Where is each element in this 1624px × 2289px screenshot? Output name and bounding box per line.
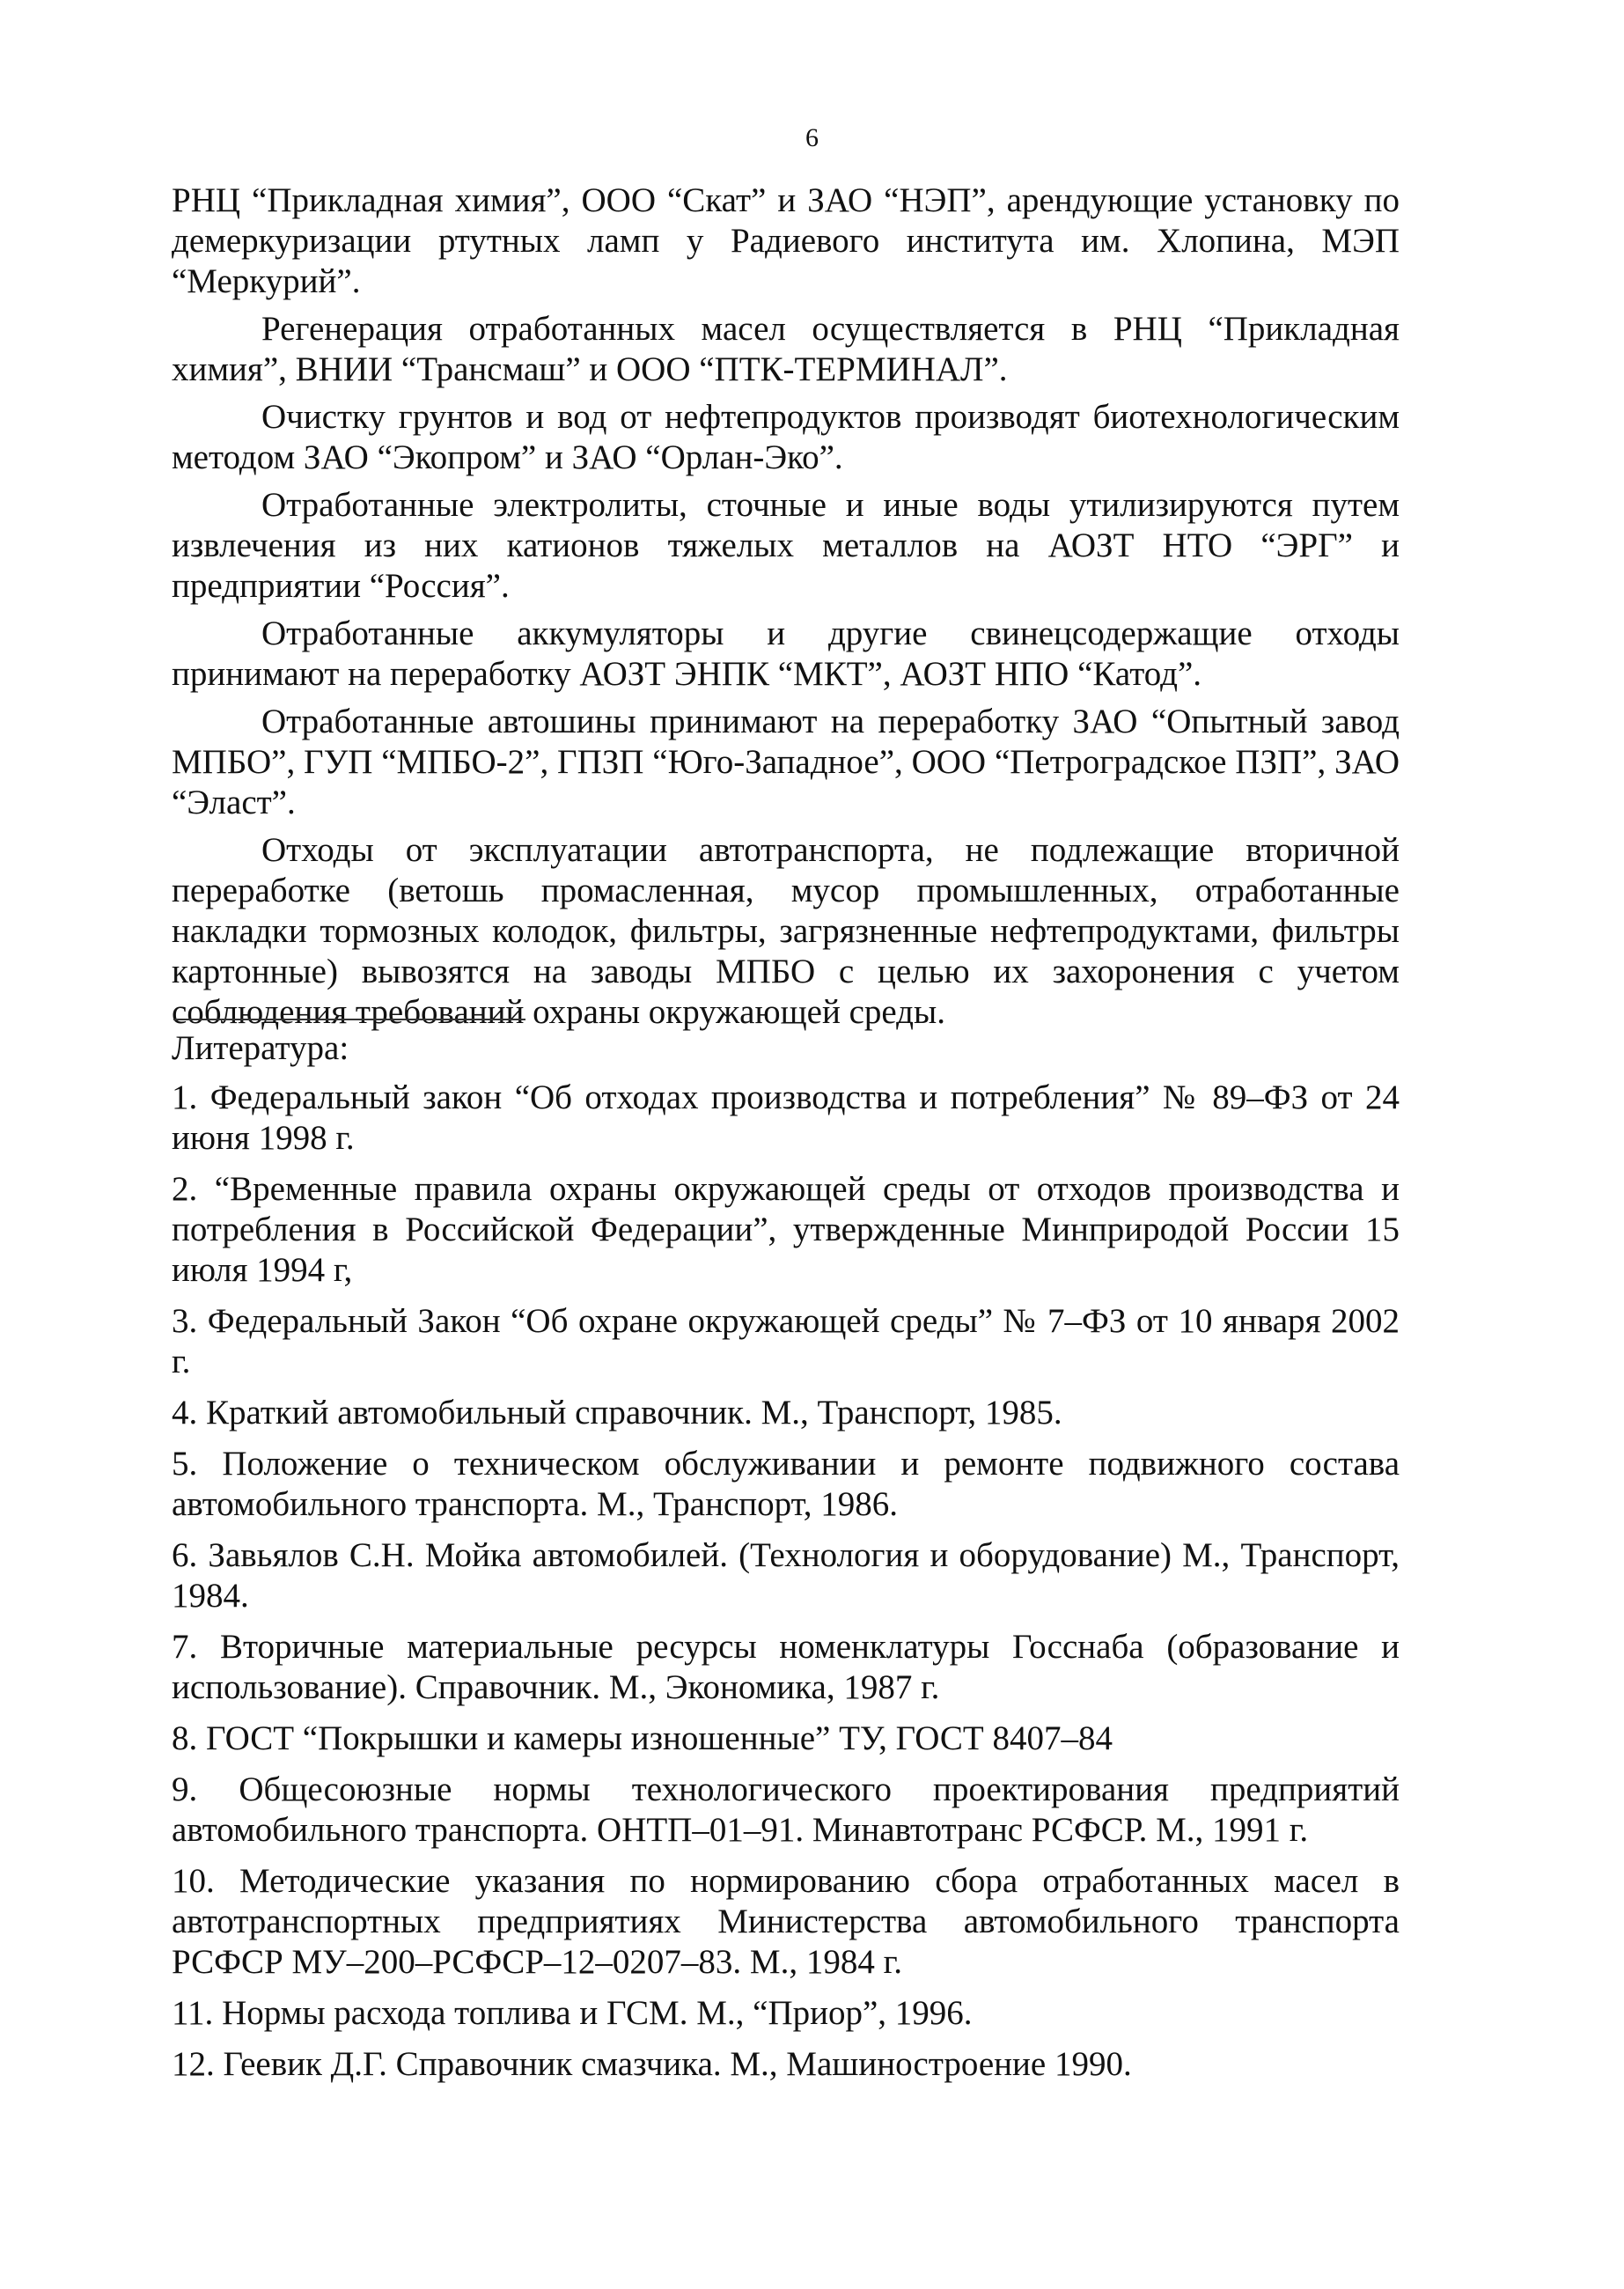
reference-item <box>172 1169 1400 1291</box>
paragraph: Очистку грунтов и вод от нефтепродуктов производят биотехнологическим методом ЗАО “Экопром” и ЗАО “Орлан-Эко”. <box>172 398 1400 476</box>
reference-number: 7. <box>172 1628 198 1666</box>
reference-text: Завьялов С.Н. Мойка автомобилей. (Технология и оборудование) М., Транспорт, 1984. <box>172 1536 1400 1615</box>
reference-item <box>172 1078 1400 1159</box>
reference-number: 9. <box>172 1770 198 1808</box>
reference-number: 10. <box>172 1862 215 1900</box>
body-text <box>172 180 1400 1040</box>
footnote-divider <box>173 1019 525 1020</box>
reference-number: 1. <box>172 1078 198 1116</box>
reference-text: Федеральный Закон “Об охране окружающей среды” № 7–ФЗ от 10 января 2002 г. <box>172 1302 1400 1380</box>
reference-number: 11. <box>172 1994 214 2032</box>
reference-number: 3. <box>172 1302 198 1340</box>
reference-text: Положение о техническом обслуживании и ремонте подвижного состава автомобильного транспорта. М., Транспорт, 1986. <box>172 1445 1400 1523</box>
reference-text: Нормы расхода топлива и ГСМ. М., “Приор”, 1996. <box>222 1994 973 2032</box>
reference-text: “Временные правила охраны окружающей среды от отходов производства и потребления в Российской Федерации”, утвержденные Минприродой России 15 июля 1994 г, <box>172 1170 1400 1289</box>
reference-number: 8. <box>172 1719 198 1757</box>
references-heading: Литература: <box>172 1029 349 1067</box>
reference-number: 4. <box>172 1394 198 1432</box>
reference-number: 2. <box>172 1170 198 1208</box>
reference-item <box>172 1444 1400 1525</box>
paragraph: Отработанные аккумуляторы и другие свинецсодержащие отходы принимают на переработку АОЗТ ЭНПК “МКТ”, АОЗТ НПО “Катод”. <box>172 615 1400 693</box>
reference-text: Общесоюзные нормы технологического проектирования предприятий автомобильного транспорта. ОНТП–01–91. Минавтотранс РСФСР. М., 1991 г. <box>172 1770 1400 1849</box>
reference-text: Краткий автомобильный справочник. М., Транспорт, 1985. <box>206 1394 1062 1432</box>
reference-item <box>172 2044 1400 2085</box>
reference-item <box>172 1301 1400 1382</box>
reference-text: Методические указания по нормированию сбора отработанных масел в автотранспортных предприятиях Министерства автомобильного транспорта РСФСР МУ–200–РСФСР–12–0207–83. М., 1984 г. <box>172 1862 1400 1981</box>
paragraph: Отходы от эксплуатации автотранспорта, не подлежащие вторичной переработке (ветошь промасленная, мусор промышленных, отработанные накладки тормозных колодок, фильтры, загрязненные нефтепродуктами, фильтры картонные) вывозятся на заводы МПБО с целью их захоронения с учетом соблюдения требований охраны окружающей среды. <box>172 831 1400 1031</box>
paragraph: Регенерация отработанных масел осуществляется в РНЦ “Прикладная химия”, ВНИИ “Трансмаш” и ООО “ПТК-ТЕРМИНАЛ”. <box>172 310 1400 388</box>
reference-number: 6. <box>172 1536 198 1574</box>
paragraph: Отработанные электролиты, сточные и иные воды утилизируются путем извлечения из них катионов тяжелых металлов на АОЗТ НТО “ЭРГ” и предприятии “Россия”. <box>172 486 1400 605</box>
reference-item <box>172 1770 1400 1851</box>
reference-number: 5. <box>172 1445 198 1483</box>
reference-text: Федеральный закон “Об отходах производства и потребления” № 89–ФЗ от 24 июня 1998 г. <box>172 1078 1400 1157</box>
paragraph: РНЦ “Прикладная химия”, ООО “Скат” и ЗАО “НЭП”, арендующие установку по демеркуризации ртутных ламп у Радиевого института им. Хлопина, МЭП “Меркурий”. <box>172 181 1400 300</box>
reference-text: Геевик Д.Г. Справочник смазчика. М., Машиностроение 1990. <box>223 2045 1132 2083</box>
reference-item <box>172 1719 1400 1759</box>
reference-item <box>172 1535 1400 1616</box>
page-number: 6 <box>805 123 819 152</box>
reference-text: Вторичные материальные ресурсы номенклатуры Госснаба (образование и использование). Справочник. М., Экономика, 1987 г. <box>172 1628 1400 1706</box>
paragraph: Отработанные автошины принимают на переработку ЗАО “Опытный завод МПБО”, ГУП “МПБО-2”, ГПЗП “Юго-Западное”, ООО “Петроградское ПЗП”, ЗАО “Эласт”. <box>172 703 1400 821</box>
references-section <box>172 1028 1400 2095</box>
reference-item <box>172 1627 1400 1708</box>
reference-item <box>172 1861 1400 1983</box>
reference-number: 12. <box>172 2045 215 2083</box>
reference-text: ГОСТ “Покрышки и камеры изношенные” ТУ, ГОСТ 8407–84 <box>206 1719 1113 1757</box>
reference-item <box>172 1993 1400 2034</box>
reference-item <box>172 1393 1400 1433</box>
